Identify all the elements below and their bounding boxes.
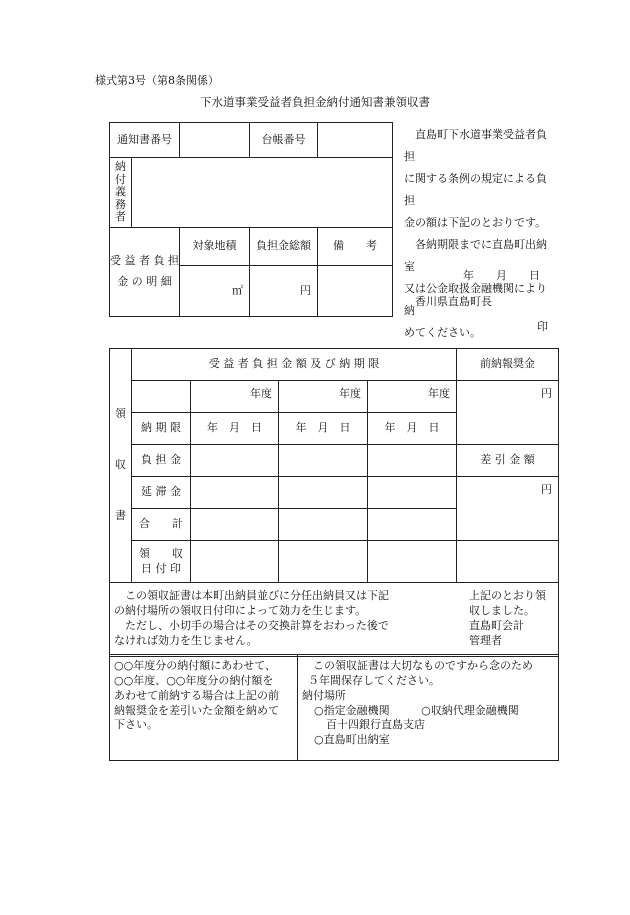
stamp-4 [457, 541, 559, 583]
late-3 [368, 477, 457, 509]
receipt-table [109, 348, 559, 657]
charge-3 [368, 445, 457, 477]
prepay-note: ○○年度分の納付額にあわせて、 ○○年度、○○年度分の納付額を あわせて前納する場合は上記の前 納報奨金を差引いた金額を納めて 下さい。 [110, 655, 298, 761]
place-designated: ○指定金融機関 [314, 703, 390, 717]
receipt-date-label: 領 収 日 付 印 [132, 541, 191, 583]
receipt-side-label: 領 収 書 [110, 349, 132, 583]
due-date-3: 年 月 日 [368, 413, 457, 445]
stamp-3 [368, 541, 457, 583]
received-note: 上記のとおり領 収しました。 直島町会計 管理者 [469, 589, 546, 647]
charge-1 [191, 445, 279, 477]
document-title: 下水道事業受益者負担金納付通知書兼領収書 [200, 95, 430, 109]
total-2 [279, 509, 368, 541]
remarks-field [318, 266, 393, 317]
due-date-2: 年 月 日 [279, 413, 368, 445]
total-unit: 円 [250, 266, 318, 317]
year-3: 年度 [368, 381, 457, 413]
obligor-field [132, 158, 393, 228]
payment-places: この領収証書は大切なものですから念のため ５年間保存してください。 納付場所 ○指定金融機関 ○収納代理金融機関 百十四銀行直島支店 ○直島町出納室 [298, 655, 559, 761]
col-total-header: 負担金総額 [250, 228, 318, 266]
notice-table [109, 122, 393, 317]
year-1: 年度 [191, 381, 279, 413]
year-2: 年度 [279, 381, 368, 413]
notice-no-field [180, 123, 250, 158]
notice-text: 直島町下水道事業受益者負担 に関する条例の規定による負担 金の額は下記のとおりです。 各納期限までに直島町出納室 又は公金取扱金融機関により納 めてください。 [404, 128, 547, 339]
year-blank [132, 381, 191, 413]
charge-label: 負 担 金 [132, 445, 191, 477]
issuer-seal: 印 [537, 320, 548, 333]
form-number: 様式第3号（第8条関係） [95, 74, 219, 87]
ledger-no-label: 台帳番号 [250, 123, 318, 158]
total-1 [191, 509, 279, 541]
deduct-amount: 円 [457, 477, 559, 541]
place-cashier: ○直島町出納室 [314, 733, 390, 747]
late-2 [279, 477, 368, 509]
stamp-1 [191, 541, 279, 583]
obligor-label: 納付義務者 [110, 158, 132, 228]
late-1 [191, 477, 279, 509]
bottom-table [109, 654, 559, 761]
breakdown-label: 受 益 者 負 担 金 の 明 細 [110, 228, 180, 317]
due-date-1: 年 月 日 [191, 413, 279, 445]
area-unit: ㎡ [180, 266, 250, 317]
total-label: 合 計 [132, 509, 191, 541]
notice-no-label: 通知書番号 [110, 123, 180, 158]
issue-date: 年 月 日 [463, 269, 540, 282]
charge-2 [279, 445, 368, 477]
due-label: 納 期 限 [132, 413, 191, 445]
schedule-header: 受 益 者 負 担 金 額 及 び 納 期 限 [132, 349, 457, 381]
late-label: 延 滞 金 [132, 477, 191, 509]
total-3 [368, 509, 457, 541]
col-remarks-header: 備 考 [318, 228, 393, 266]
col-area-header: 対象地積 [180, 228, 250, 266]
deduct-label: 差 引 金 額 [457, 445, 559, 477]
place-bank-branch: 百十四銀行直島支店 [326, 718, 425, 732]
place-agent: ○収納代理金融機関 [421, 703, 519, 717]
prepay-amount: 円 [457, 381, 559, 445]
issuer-name: 香川県直島町長 [415, 295, 492, 308]
prepay-header: 前納報奨金 [457, 349, 559, 381]
validity-note: この領収証書は本町出納員並びに分任出納員又は下記 の納付場所の領収日付印によって効力を生じます。 ただし、小切手の場合はその交換計算をおわった後で なければ効力を生じません。 上記のとおり領 収しました。 直島町会計 管理者 [110, 583, 559, 657]
ledger-no-field [318, 123, 393, 158]
stamp-2 [279, 541, 368, 583]
